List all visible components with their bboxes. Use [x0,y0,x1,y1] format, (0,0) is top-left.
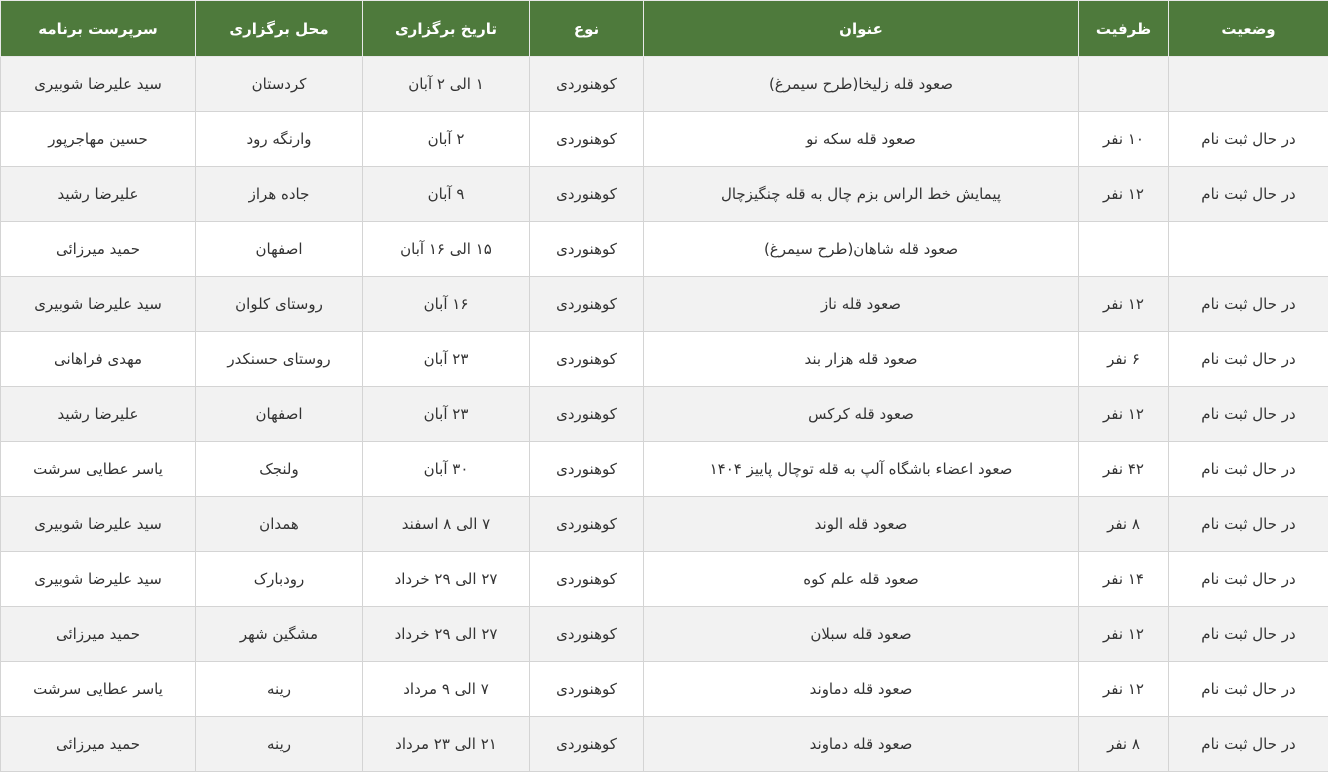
cell-capacity: ۱۲ نفر [1079,662,1169,717]
cell-capacity [1079,57,1169,112]
cell-status [1169,222,1328,277]
header-status: وضعیت [1169,1,1328,57]
cell-capacity: ۱۰ نفر [1079,112,1169,167]
cell-status: در حال ثبت نام [1169,387,1328,442]
cell-type: کوهنوردی [530,332,644,387]
cell-date: ۱ الی ۲ آبان [363,57,530,112]
table-row[interactable] [1,552,1328,607]
cell-date: ۲۱ الی ۲۳ مرداد [363,717,530,772]
cell-title[interactable]: صعود اعضاء باشگاه آلپ به قله توچال پاییز ۱۴۰۴ [644,442,1079,497]
cell-location: مشگین شهر [196,607,363,662]
cell-title[interactable]: صعود قله کرکس [644,387,1079,442]
cell-capacity: ۱۴ نفر [1079,552,1169,607]
cell-date: ۷ الی ۸ اسفند [363,497,530,552]
cell-capacity: ۸ نفر [1079,497,1169,552]
cell-capacity: ۱۲ نفر [1079,387,1169,442]
cell-leader: سید علیرضا شوبیری [1,552,196,607]
cell-date: ۹ آبان [363,167,530,222]
table-row[interactable] [1,607,1328,662]
cell-capacity: ۶ نفر [1079,332,1169,387]
cell-capacity: ۱۲ نفر [1079,607,1169,662]
table-header-row [1,1,1328,57]
cell-leader: حمید میرزائی [1,607,196,662]
cell-leader: یاسر عطایی سرشت [1,442,196,497]
cell-title[interactable]: صعود قله ناز [644,277,1079,332]
cell-title[interactable]: صعود قله شاهان(طرح سیمرغ) [644,222,1079,277]
cell-type: کوهنوردی [530,607,644,662]
cell-title[interactable]: صعود قله دماوند [644,662,1079,717]
cell-title[interactable]: صعود قله هزار بند [644,332,1079,387]
cell-title[interactable]: صعود قله الوند [644,497,1079,552]
cell-leader: سید علیرضا شوبیری [1,497,196,552]
cell-date: ۲۳ آبان [363,332,530,387]
header-title: عنوان [644,1,1079,57]
cell-status: در حال ثبت نام [1169,552,1328,607]
cell-capacity: ۱۲ نفر [1079,277,1169,332]
cell-type: کوهنوردی [530,387,644,442]
cell-type: کوهنوردی [530,552,644,607]
table-body [1,57,1328,772]
table-row[interactable] [1,277,1328,332]
cell-location: جاده هراز [196,167,363,222]
table-row[interactable] [1,112,1328,167]
table-row[interactable] [1,442,1328,497]
table-row[interactable] [1,717,1328,772]
cell-capacity [1079,222,1169,277]
cell-status: در حال ثبت نام [1169,167,1328,222]
cell-capacity: ۱۲ نفر [1079,167,1169,222]
cell-type: کوهنوردی [530,717,644,772]
table-row[interactable] [1,497,1328,552]
cell-location: ولنجک [196,442,363,497]
cell-title[interactable]: صعود قله دماوند [644,717,1079,772]
cell-capacity: ۴۲ نفر [1079,442,1169,497]
cell-leader: حمید میرزائی [1,222,196,277]
cell-status: در حال ثبت نام [1169,277,1328,332]
cell-capacity: ۸ نفر [1079,717,1169,772]
cell-leader: حمید میرزائی [1,717,196,772]
cell-type: کوهنوردی [530,222,644,277]
table-row[interactable] [1,662,1328,717]
cell-location: اصفهان [196,387,363,442]
cell-type: کوهنوردی [530,662,644,717]
cell-status: در حال ثبت نام [1169,717,1328,772]
cell-location: روستای حسنکدر [196,332,363,387]
cell-location: رینه [196,717,363,772]
cell-leader: علیرضا رشید [1,387,196,442]
cell-location: همدان [196,497,363,552]
header-capacity: ظرفیت [1079,1,1169,57]
cell-location: رینه [196,662,363,717]
header-location: محل برگزاری [196,1,363,57]
cell-status: در حال ثبت نام [1169,607,1328,662]
cell-status: در حال ثبت نام [1169,112,1328,167]
cell-location: کردستان [196,57,363,112]
cell-leader: مهدی فراهانی [1,332,196,387]
cell-type: کوهنوردی [530,57,644,112]
header-leader: سرپرست برنامه [1,1,196,57]
cell-leader: سید علیرضا شوبیری [1,57,196,112]
cell-date: ۱۶ آبان [363,277,530,332]
cell-date: ۷ الی ۹ مرداد [363,662,530,717]
cell-status: در حال ثبت نام [1169,662,1328,717]
cell-type: کوهنوردی [530,442,644,497]
table-row[interactable] [1,167,1328,222]
cell-date: ۲۷ الی ۲۹ خرداد [363,552,530,607]
cell-date: ۱۵ الی ۱۶ آبان [363,222,530,277]
cell-title[interactable]: پیمایش خط الراس بزم چال به قله چنگیزچال [644,167,1079,222]
cell-title[interactable]: صعود قله زلیخا(طرح سیمرغ) [644,57,1079,112]
table-row[interactable] [1,387,1328,442]
cell-leader: یاسر عطایی سرشت [1,662,196,717]
cell-leader: سید علیرضا شوبیری [1,277,196,332]
cell-date: ۲۳ آبان [363,387,530,442]
cell-leader: علیرضا رشید [1,167,196,222]
cell-type: کوهنوردی [530,167,644,222]
table-row[interactable] [1,57,1328,112]
cell-location: روستای کلوان [196,277,363,332]
cell-title[interactable]: صعود قله علم کوه [644,552,1079,607]
table-row[interactable] [1,332,1328,387]
cell-type: کوهنوردی [530,112,644,167]
cell-location: وارنگه رود [196,112,363,167]
table-row[interactable] [1,222,1328,277]
cell-title[interactable]: صعود قله سبلان [644,607,1079,662]
cell-location: اصفهان [196,222,363,277]
cell-date: ۳۰ آبان [363,442,530,497]
cell-date: ۲۷ الی ۲۹ خرداد [363,607,530,662]
cell-status: در حال ثبت نام [1169,332,1328,387]
header-date: تاریخ برگزاری [363,1,530,57]
cell-type: کوهنوردی [530,277,644,332]
cell-date: ۲ آبان [363,112,530,167]
cell-type: کوهنوردی [530,497,644,552]
cell-status: در حال ثبت نام [1169,497,1328,552]
cell-status: در حال ثبت نام [1169,442,1328,497]
cell-title[interactable]: صعود قله سکه نو [644,112,1079,167]
cell-location: رودبارک [196,552,363,607]
cell-leader: حسین مهاجرپور [1,112,196,167]
header-type: نوع [530,1,644,57]
cell-status [1169,57,1328,112]
